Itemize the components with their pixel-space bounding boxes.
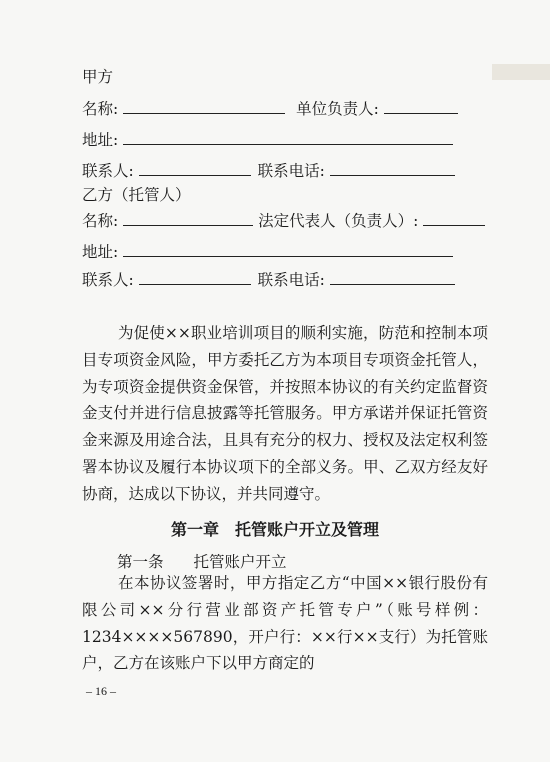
party-a-contact-blank: [139, 161, 251, 176]
article-title: 托管账户开立: [193, 553, 287, 571]
party-a-address-row: [82, 130, 482, 149]
party-b-name-blank: [123, 211, 253, 226]
party-b-address-blank: [123, 242, 453, 257]
party-b-name-row: [82, 211, 482, 230]
article-number: 第一条: [117, 553, 164, 571]
party-a-phone-blank: [330, 161, 455, 176]
party-a-responsible-blank: [384, 99, 458, 114]
party-b-legal-rep-label: 法定代表人（负责人）:: [258, 212, 419, 230]
corner-stamp-mark: [492, 64, 550, 80]
article-heading: [117, 550, 287, 572]
party-b-heading: 乙方（托管人）: [82, 186, 191, 204]
page-number: – 16 –: [86, 684, 116, 698]
party-b-contact-label: 联系人:: [82, 271, 134, 289]
party-a-heading: 甲方: [82, 68, 114, 86]
party-a-name-label: 名称:: [82, 100, 119, 118]
chapter-title: 第一章 托管账户开立及管理: [170, 520, 379, 539]
intro-paragraph: 为促使××职业培训项目的顺利实施，防范和控制本项目专项资金风险，甲方委托乙方为本项目专项资金托管人，为专项资金提供资金保管，并按照本协议的有关约定监督资金支付并进行信息披露等托管服务。甲方承诺并保证托管资金来源及用途合法，且具有充分的权力、授权及法定权利签署本协议及履行本协议项下的全部义务。甲、乙双方经友好协商，达成以下协议，并共同遵守。: [82, 324, 488, 503]
party-b-phone-blank: [330, 270, 455, 285]
party-b-contact-row: [82, 270, 482, 289]
party-b-name-label: 名称:: [82, 212, 119, 230]
party-a-contact-label: 联系人:: [82, 162, 134, 180]
party-a-responsible-label: 单位负责人:: [296, 100, 379, 118]
article-paragraph: 在本协议签署时，甲方指定乙方“中国××银行股份有限公司××分行营业部资产托管专户”（账号样例：1234××××567890，开户行：××行××支行）为托管账户，乙方在该账户下以甲方商定的: [82, 574, 488, 673]
party-a-phone-label: 联系电话:: [257, 162, 325, 180]
party-a-address-label: 地址:: [82, 131, 119, 149]
party-b-address-row: [82, 242, 482, 261]
party-a-name-row: [82, 99, 482, 118]
party-a-address-blank: [123, 130, 453, 145]
party-b-legal-rep-blank: [423, 211, 485, 226]
party-b-phone-label: 联系电话:: [257, 271, 325, 289]
party-a-name-blank: [123, 99, 285, 114]
party-b-address-label: 地址:: [82, 243, 119, 261]
party-b-contact-blank: [139, 270, 251, 285]
party-a-contact-row: [82, 161, 482, 180]
